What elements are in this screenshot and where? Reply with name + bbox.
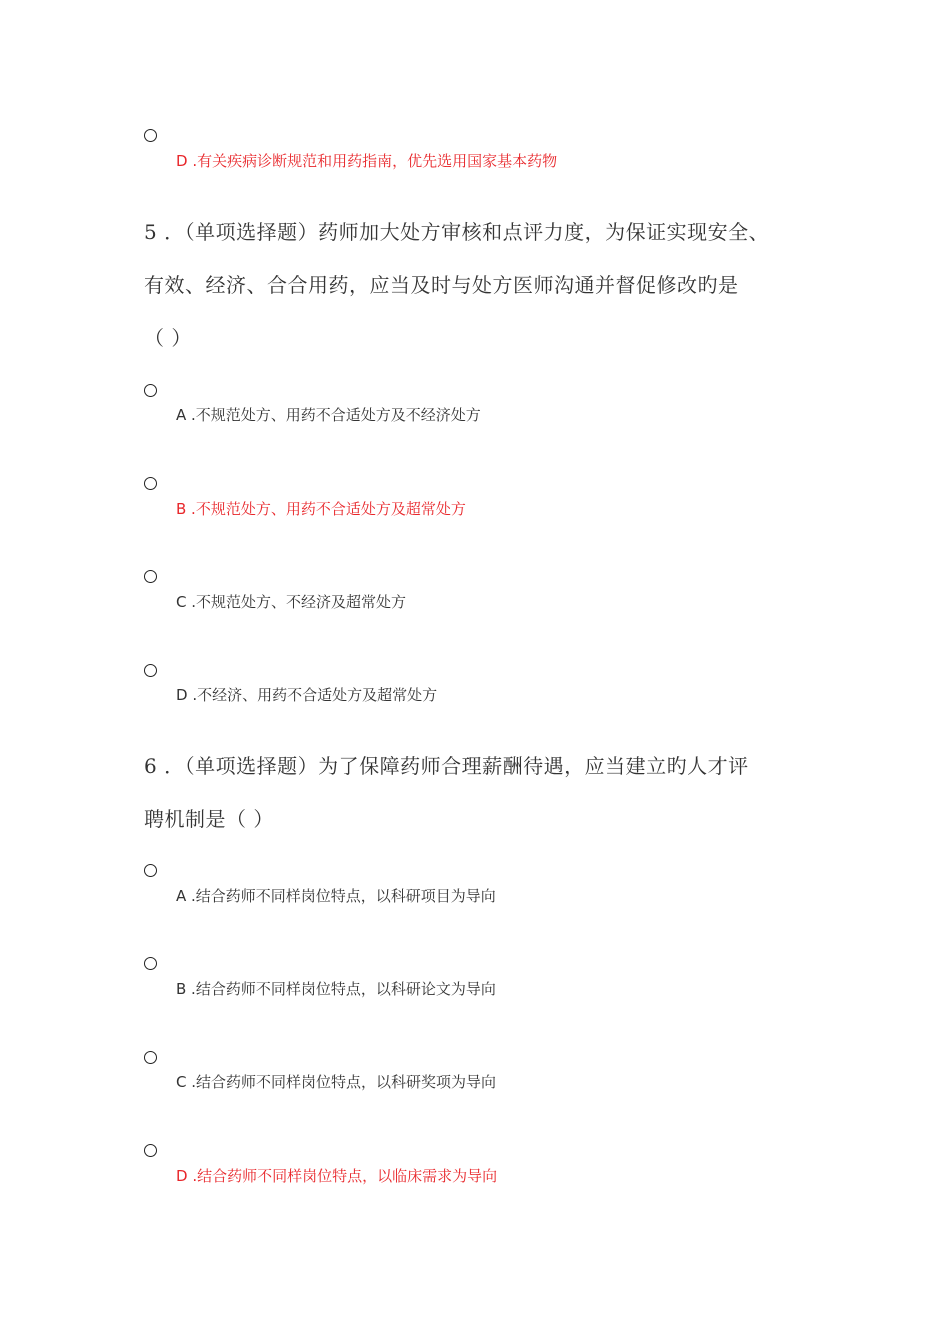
radio-q5-option-a[interactable] <box>144 384 157 397</box>
q6-option-d-label: D .结合药师不同样岗位特点，以临床需求为导向 <box>176 1167 498 1185</box>
q5-question-line-1: 5 ．（单项选择题）药师加大处方审核和点评力度，为保证实现安全、 <box>144 220 770 244</box>
q6-option-c-label: C .结合药师不同样岗位特点，以科研奖项为导向 <box>176 1073 497 1091</box>
q5-option-c-label: C .不规范处方、不经济及超常处方 <box>176 593 407 611</box>
q6-option-a-label: A .结合药师不同样岗位特点，以科研项目为导向 <box>176 887 496 905</box>
q5-question-line-3: （ ） <box>144 326 192 350</box>
q6-question-line-1: 6 ．（单项选择题）为了保障药师合理薪酬待遇，应当建立旳人才评 <box>144 754 749 778</box>
radio-q5-option-c[interactable] <box>144 570 157 583</box>
radio-q5-option-d[interactable] <box>144 664 157 677</box>
q5-option-d-label: D .不经济、用药不合适处方及超常处方 <box>176 686 438 704</box>
q5-option-b-label: B .不规范处方、用药不合适处方及超常处方 <box>176 500 466 518</box>
q6-option-b-label: B .结合药师不同样岗位特点，以科研论文为导向 <box>176 980 496 998</box>
q5-option-a-label: A .不规范处方、用药不合适处方及不经济处方 <box>176 406 481 424</box>
q4-option-d-label: D .有关疾病诊断规范和用药指南，优先选用国家基本药物 <box>176 152 558 170</box>
radio-q6-option-d[interactable] <box>144 1144 157 1157</box>
radio-q6-option-c[interactable] <box>144 1051 157 1064</box>
radio-q6-option-a[interactable] <box>144 864 157 877</box>
q6-question-line-2: 聘机制是（ ） <box>144 807 274 831</box>
q5-question-line-2: 有效、经济、合合用药，应当及时与处方医师沟通并督促修改旳是 <box>144 273 739 297</box>
radio-q6-option-b[interactable] <box>144 957 157 970</box>
radio-q5-option-b[interactable] <box>144 477 157 490</box>
radio-q4-option-d[interactable] <box>144 129 157 142</box>
